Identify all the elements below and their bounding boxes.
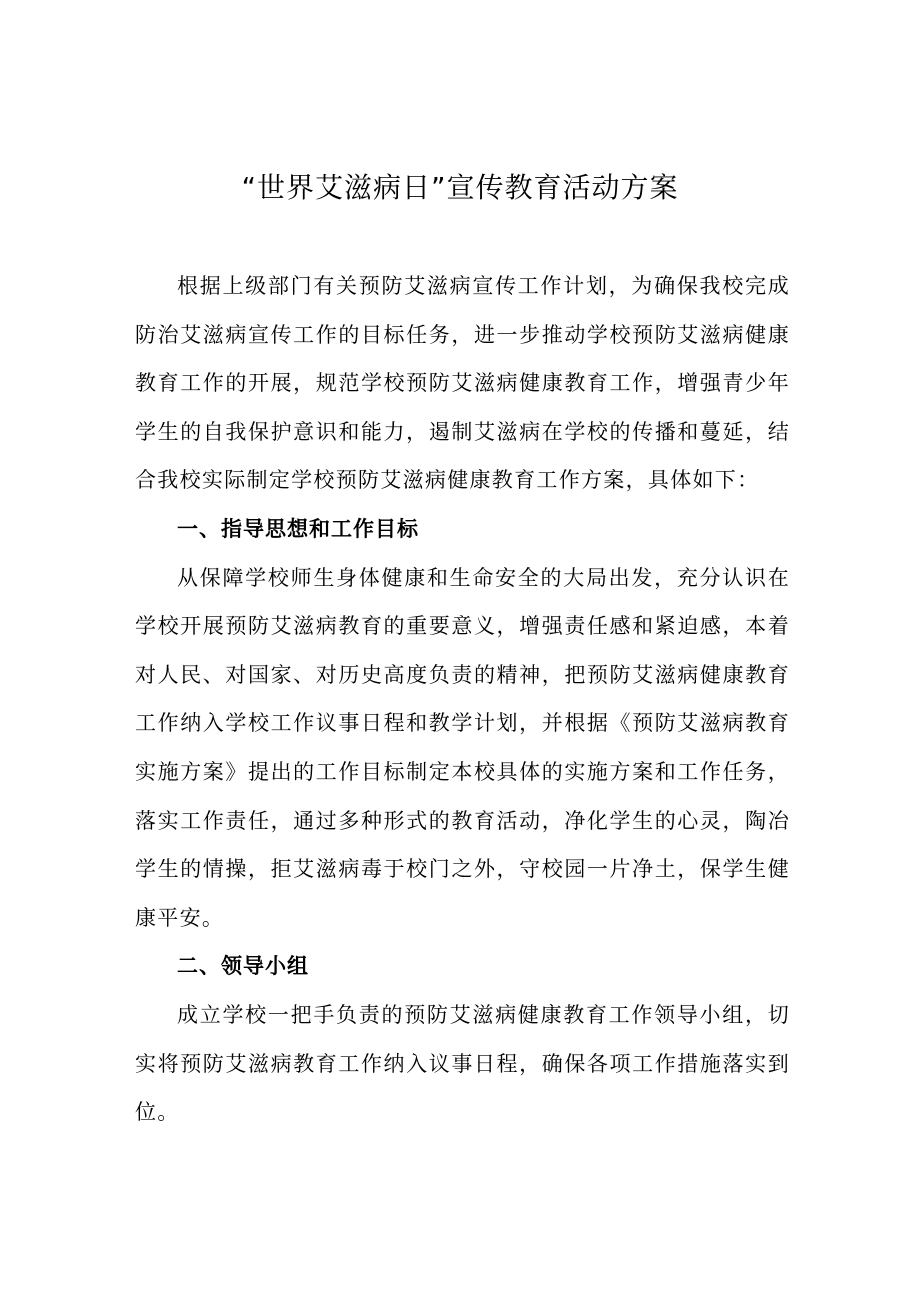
section-paragraph-guiding-ideology: 从保障学校师生身体健康和生命安全的大局出发，充分认识在学校开展预防艾滋病教育的重要意义，增强责任感和紧迫感，本着对人民、对国家、对历史高度负责的精神，把预防艾滋病健康教育工作纳入学校工作议事日程和教学计划，并根据《预防艾滋病教育实施方案》提出的工作目标制定本校具体的实施方案和工作任务，落实工作责任，通过多种形式的教育活动，净化学生的心灵，陶冶学生的情操，拒艾滋病毒于校门之外，守校园一片净土，保学生健康平安。 [135, 565, 790, 930]
section-heading-guiding-ideology: 一、指导思想和工作目标 [177, 516, 419, 541]
document-body [135, 262, 790, 1137]
intro-paragraph: 根据上级部门有关预防艾滋病宣传工作计划，为确保我校完成防治艾滋病宣传工作的目标任务，进一步推动学校预防艾滋病健康教育工作的开展，规范学校预防艾滋病健康教育工作，增强青少年学生的自我保护意识和能力，遏制艾滋病在学校的传播和蔓延，结合我校实际制定学校预防艾滋病健康教育工作方案，具体如下： [135, 274, 790, 493]
section-paragraph-leadership-group: 成立学校一把手负责的预防艾滋病健康教育工作领导小组，切实将预防艾滋病教育工作纳入议事日程，确保各项工作措施落实到位。 [135, 1002, 790, 1125]
document-title: “世界艾滋病日”宣传教育活动方案 [241, 171, 679, 204]
section-heading-leadership-group: 二、领导小组 [177, 954, 309, 979]
